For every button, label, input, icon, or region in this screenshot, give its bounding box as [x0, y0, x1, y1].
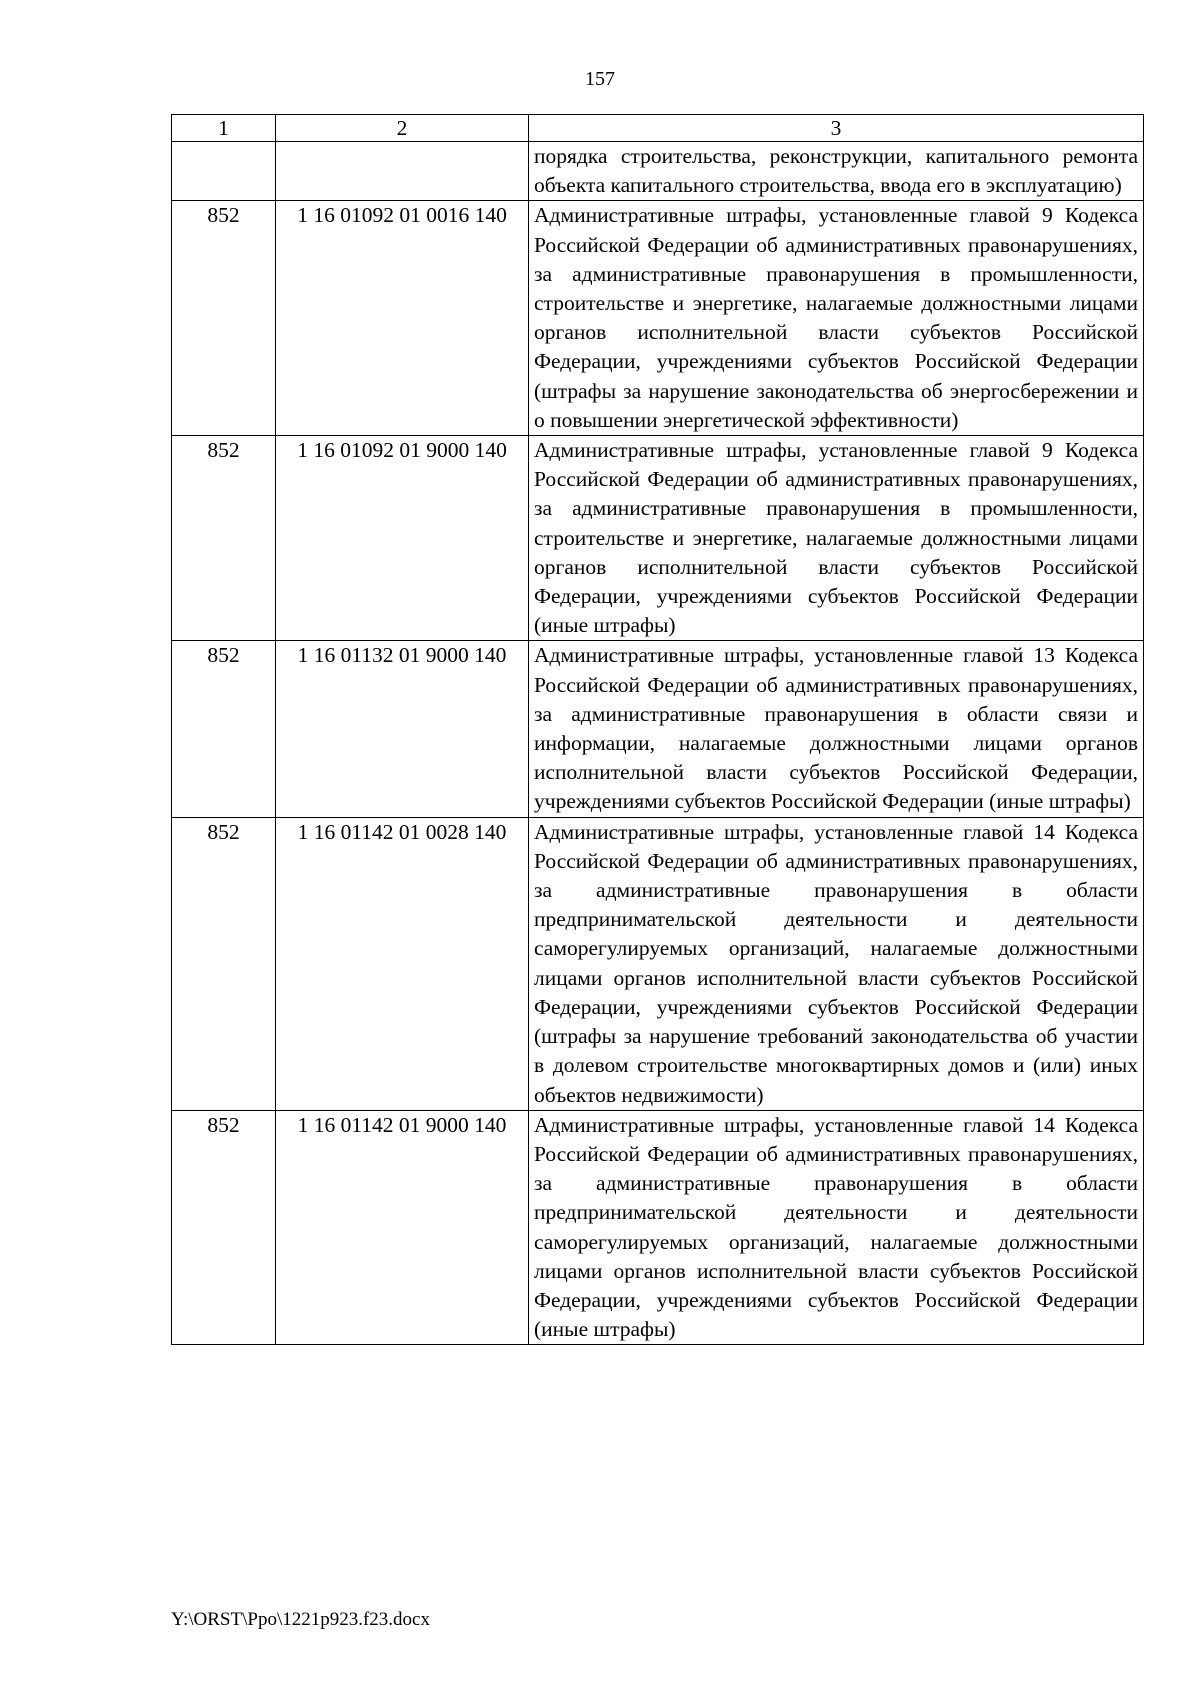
admin-code-cell: 852	[172, 641, 276, 817]
admin-code-cell: 852	[172, 1110, 276, 1345]
column-header-3: 3	[529, 115, 1144, 142]
table-row	[172, 817, 1144, 1110]
budget-code-cell: 1 16 01092 01 9000 140	[276, 436, 529, 641]
budget-code-cell: 1 16 01132 01 9000 140	[276, 641, 529, 817]
admin-code-cell: 852	[172, 201, 276, 436]
description-cell: Административные штрафы, установленные главой 14 Кодекса Российской Федерации об административных правонарушениях, за административные правонарушения в области предпринимательской деятельности и деятельности саморегулируемых организаций, налагаемые должностными лицами органов исполнительной власти субъектов Российской Федерации, учреждениями субъектов Российской Федерации (штрафы за нарушение требований законодательства об участии в долевом строительстве многоквартирных домов и (или) иных объектов недвижимости)	[529, 817, 1144, 1110]
budget-code-cell: 1 16 01142 01 9000 140	[276, 1110, 529, 1345]
description-cell: Административные штрафы, установленные главой 13 Кодекса Российской Федерации об административных правонарушениях, за административные правонарушения в области связи и информации, налагаемые должностными лицами органов исполнительной власти субъектов Российской Федерации, учреждениями субъектов Российской Федерации (иные штрафы)	[529, 641, 1144, 817]
table-row	[172, 201, 1144, 436]
budget-code-cell: 1 16 01142 01 0028 140	[276, 817, 529, 1110]
description-cell: Административные штрафы, установленные главой 9 Кодекса Российской Федерации об административных правонарушениях, за административные правонарушения в промышленности, строительстве и энергетике, налагаемые должностными лицами органов исполнительной власти субъектов Российской Федерации, учреждениями субъектов Российской Федерации (иные штрафы)	[529, 436, 1144, 641]
table-row	[172, 436, 1144, 641]
description-cell: Административные штрафы, установленные главой 9 Кодекса Российской Федерации об административных правонарушениях, за административные правонарушения в промышленности, строительстве и энергетике, налагаемые должностными лицами органов исполнительной власти субъектов Российской Федерации, учреждениями субъектов Российской Федерации (штрафы за нарушение законодательства об энергосбережении и о повышении энергетической эффективности)	[529, 201, 1144, 436]
budget-classification-table	[171, 114, 1144, 1345]
admin-code-cell: 852	[172, 817, 276, 1110]
table-row	[172, 641, 1144, 817]
admin-code-cell	[172, 142, 276, 201]
page-number: 157	[585, 68, 615, 90]
budget-code-cell: 1 16 01092 01 0016 140	[276, 201, 529, 436]
admin-code-cell: 852	[172, 436, 276, 641]
column-header-1: 1	[172, 115, 276, 142]
table-row	[172, 1110, 1144, 1345]
budget-code-cell	[276, 142, 529, 201]
column-header-2: 2	[276, 115, 529, 142]
description-cell: Административные штрафы, установленные главой 14 Кодекса Российской Федерации об административных правонарушениях, за административные правонарушения в области предпринимательской деятельности и деятельности саморегулируемых организаций, налагаемые должностными лицами органов исполнительной власти субъектов Российской Федерации, учреждениями субъектов Российской Федерации (иные штрафы)	[529, 1110, 1144, 1345]
table-row	[172, 142, 1144, 201]
description-cell: порядка строительства, реконструкции, капитального ремонта объекта капитального строительства, ввода его в эксплуатацию)	[529, 142, 1144, 201]
table-header-row	[172, 115, 1144, 142]
footer-file-path: Y:\ORST\Ppo\1221p923.f23.docx	[171, 1609, 430, 1630]
